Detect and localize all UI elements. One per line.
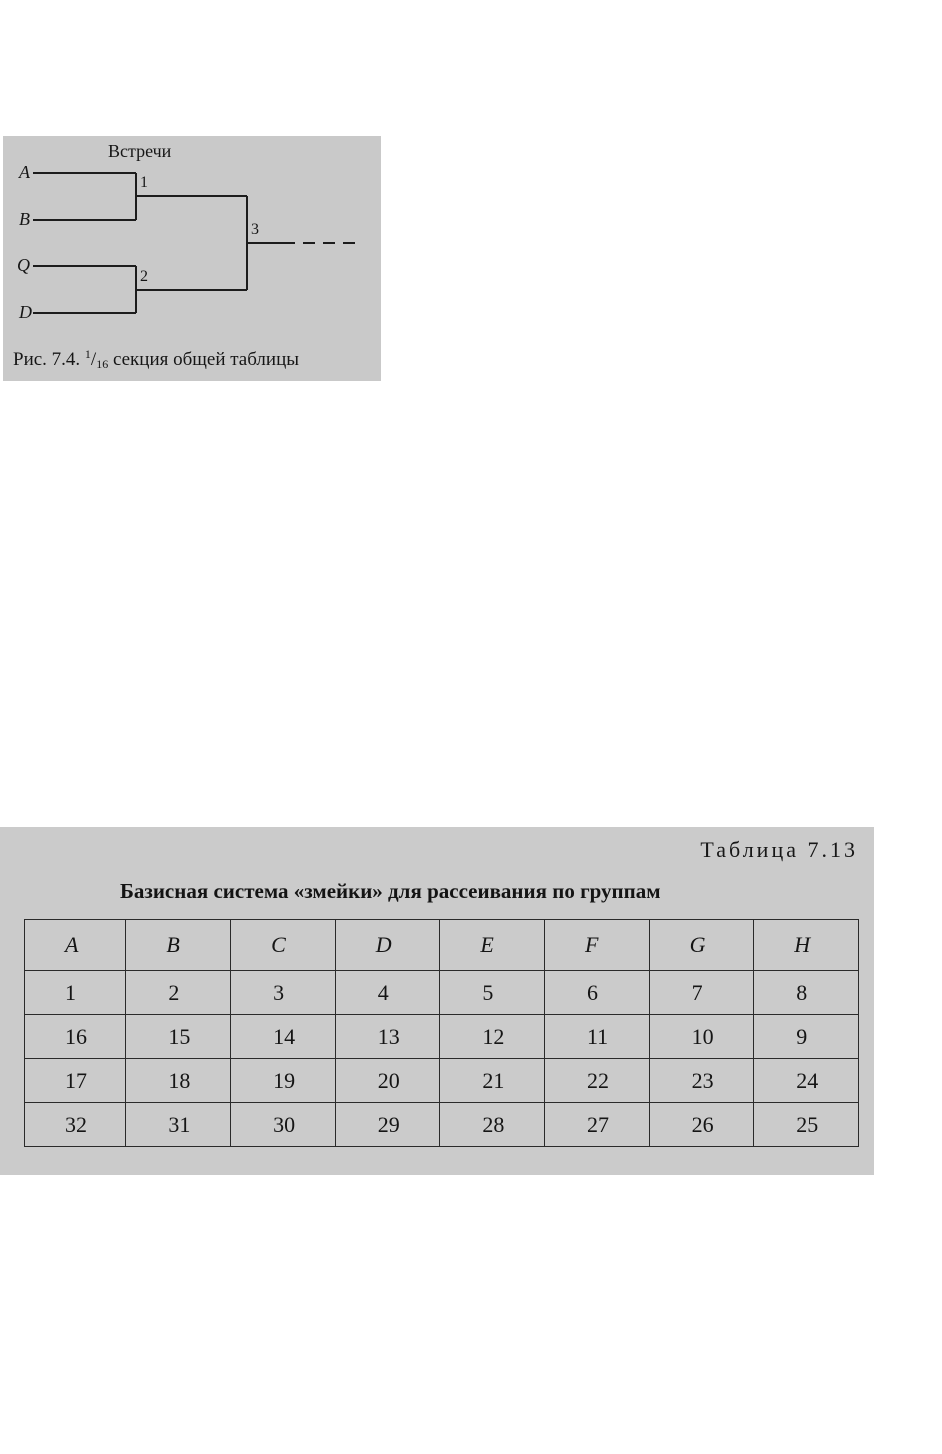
table-cell: 1 <box>25 971 126 1015</box>
table-cell: 22 <box>544 1059 649 1103</box>
figure-caption: Рис. 7.4. $^1$/16 секция общей таблицы <box>13 347 300 371</box>
table-cell: 13 <box>335 1015 440 1059</box>
match-label-2: 2 <box>140 268 148 285</box>
table-cell: 8 <box>754 971 859 1015</box>
table-cell: 15 <box>126 1015 231 1059</box>
table-cell: 12 <box>440 1015 545 1059</box>
column-header: H <box>754 920 859 971</box>
snake-table <box>24 919 859 1147</box>
table-cell: 14 <box>231 1015 336 1059</box>
table-cell: 11 <box>544 1015 649 1059</box>
table-header-row <box>25 920 859 971</box>
table-cell: 5 <box>440 971 545 1015</box>
column-header: E <box>440 920 545 971</box>
table-cell: 9 <box>754 1015 859 1059</box>
column-header: F <box>544 920 649 971</box>
player-label-q: Q <box>17 255 30 275</box>
column-header: G <box>649 920 754 971</box>
caption-prefix: Рис. 7.4. <box>13 349 81 370</box>
table-title: Базисная система «змейки» для рассеивания по группам <box>120 879 661 903</box>
bracket-figure <box>3 136 381 381</box>
caption-fraction-denominator: 16 <box>96 357 109 371</box>
table-cell: 6 <box>544 971 649 1015</box>
table-row <box>25 1103 859 1147</box>
table-cell: 7 <box>649 971 754 1015</box>
table-row <box>25 1059 859 1103</box>
column-header: D <box>335 920 440 971</box>
player-label-b: B <box>19 209 30 229</box>
table-cell: 32 <box>25 1103 126 1147</box>
table-cell: 17 <box>25 1059 126 1103</box>
table-cell: 28 <box>440 1103 545 1147</box>
table-number: Таблица 7.13 <box>700 837 858 862</box>
caption-suffix: секция общей таблицы <box>112 349 300 370</box>
table-cell: 21 <box>440 1059 545 1103</box>
table-cell: 2 <box>126 971 231 1015</box>
table-section <box>0 827 874 1175</box>
table-cell: 30 <box>231 1103 336 1147</box>
figure-heading: Встречи <box>108 141 172 161</box>
table-cell: 31 <box>126 1103 231 1147</box>
table-row <box>25 1015 859 1059</box>
bracket-diagram <box>3 136 381 381</box>
table-cell: 18 <box>126 1059 231 1103</box>
player-label-d: D <box>19 302 32 322</box>
table-cell: 10 <box>649 1015 754 1059</box>
table-cell: 16 <box>25 1015 126 1059</box>
table-cell: 3 <box>231 971 336 1015</box>
table-cell: 27 <box>544 1103 649 1147</box>
column-header: B <box>126 920 231 971</box>
table-cell: 25 <box>754 1103 859 1147</box>
table-cell: 26 <box>649 1103 754 1147</box>
table-row <box>25 971 859 1015</box>
column-header: A <box>25 920 126 971</box>
table-cell: 19 <box>231 1059 336 1103</box>
match-label-1: 1 <box>140 174 148 191</box>
table-cell: 23 <box>649 1059 754 1103</box>
player-label-a: A <box>19 162 30 182</box>
match-label-3: 3 <box>251 221 259 238</box>
column-header: C <box>231 920 336 971</box>
table-cell: 4 <box>335 971 440 1015</box>
table-cell: 29 <box>335 1103 440 1147</box>
caption-fraction-numerator: 1 <box>84 347 91 361</box>
table-cell: 24 <box>754 1059 859 1103</box>
table-cell: 20 <box>335 1059 440 1103</box>
